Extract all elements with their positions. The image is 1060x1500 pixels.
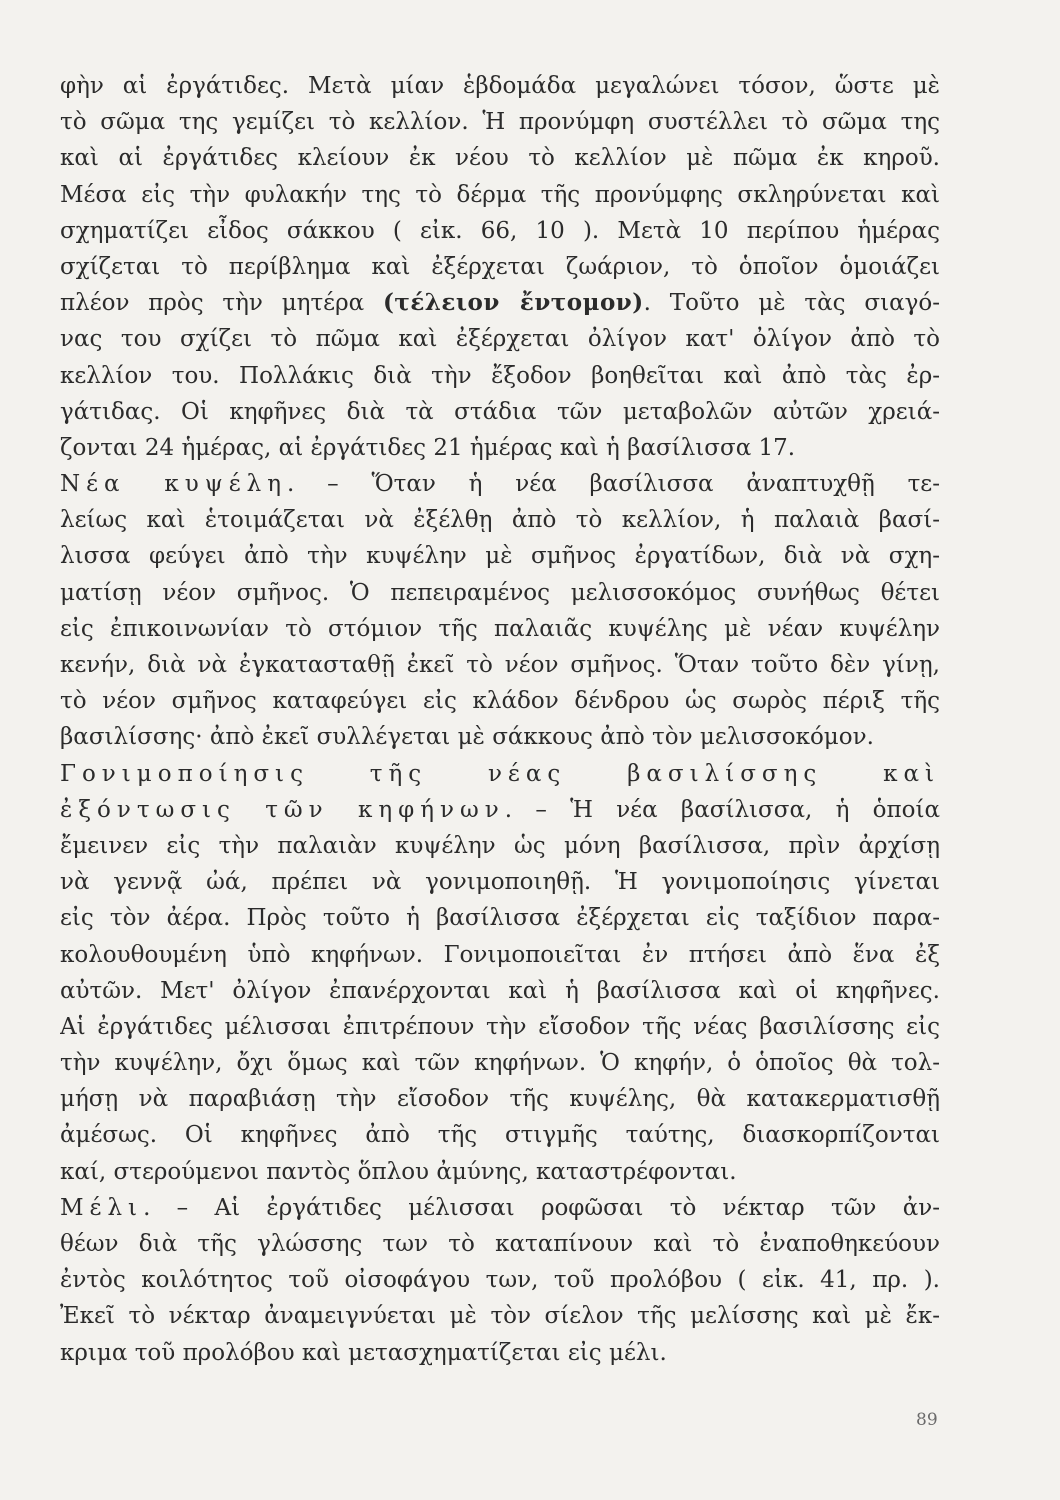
text-segment: ἐντὸς κοιλότητος τοῦ οἰσοφάγου των, τοῦ προλόβου ( εἰκ. 41, πρ. ). (60, 1267, 940, 1294)
section-heading: Νέα κυψέλη (60, 471, 288, 498)
text-segment: κριμα τοῦ προλόβου καὶ μετασχηματίζεται εἰς μέλι. (60, 1339, 667, 1366)
text-line (60, 140, 940, 176)
text-line (60, 358, 940, 394)
text-line (60, 1117, 940, 1153)
text-line (60, 1335, 940, 1371)
text-line (60, 394, 940, 430)
body-text (60, 68, 940, 1371)
text-segment: . – Ὅταν ἡ νέα βασίλισσα ἀναπτυχθῇ τε- (287, 471, 940, 498)
text-line (60, 466, 940, 502)
text-segment: τὸ νέον σμῆνος καταφεύγει εἰς κλάδον δένδρου ὡς σωρὸς πέριξ τῆς (60, 688, 940, 715)
text-line (60, 502, 940, 538)
text-segment: κενήν, διὰ νὰ ἐγκατασταθῇ ἐκεῖ τὸ νέον σμῆνος. Ὅταν τοῦτο δὲν γίνῃ, (60, 652, 940, 678)
text-line (60, 1262, 940, 1298)
text-line (60, 611, 940, 647)
text-segment: γάτιδας. Οἱ κηφῆνες διὰ τὰ στάδια τῶν μεταβολῶν αὐτῶν χρειά- (60, 398, 940, 425)
text-segment: καί, στερούμενοι παντὸς ὅπλου ἀμύνης, καταστρέφονται. (60, 1158, 737, 1185)
text-line (60, 1154, 940, 1190)
emphasized-term: (τέλειον ἔντομον) (382, 289, 644, 317)
text-segment: τὸ σῶμα της γεμίζει τὸ κελλίον. Ἡ προνύμφη συστέλλει τὸ σῶμα της (60, 109, 940, 136)
text-segment: τὴν κυψέλην, ὄχι ὅμως καὶ τῶν κηφήνων. Ὁ κηφήν, ὁ ὁποῖος θὰ τολ- (60, 1050, 940, 1077)
text-segment: νας του σχίζει τὸ πῶμα καὶ ἐξέρχεται ὀλίγον κατ' ὀλίγον ἀπὸ τὸ (60, 326, 940, 353)
text-line (60, 1190, 940, 1226)
text-line (60, 1226, 940, 1262)
text-line (60, 68, 940, 104)
text-line (60, 213, 940, 249)
text-segment: ζονται 24 ἡμέρας, αἱ ἐργάτιδες 21 ἡμέρας καὶ ἡ βασίλισσα 17. (60, 434, 796, 461)
text-segment: Ἐκεῖ τὸ νέκταρ ἀναμειγνύεται μὲ τὸν σίελον τῆς μελίσσης καὶ μὲ ἔκ- (60, 1303, 940, 1330)
text-segment: λείως καὶ ἑτοιμάζεται νὰ ἐξέλθῃ ἀπὸ τὸ κελλίον, ἡ παλαιὰ βασί- (60, 507, 940, 534)
text-segment: φὴν αἱ ἐργάτιδες. Μετὰ μίαν ἑβδομάδα μεγαλώνει τόσον, ὥστε μὲ (60, 73, 940, 99)
page-number: 89 (916, 1410, 938, 1430)
text-segment: Αἱ ἐργάτιδες μέλισσαι ἐπιτρέπουν τὴν εἴσοδον τῆς νέας βασιλίσσης εἰς (60, 1013, 940, 1040)
text-segment: εἰς τὸν ἀέρα. Πρὸς τοῦτο ἡ βασίλισσα ἐξέρχεται εἰς ταξίδιον παρα- (60, 905, 940, 932)
text-segment: . – Αἱ ἐργάτιδες μέλισσαι ροφῶσαι τὸ νέκταρ τῶν ἀν- (143, 1194, 940, 1221)
text-segment: πλέον πρὸς τὴν μητέρα (60, 290, 383, 317)
text-segment: σχίζεται τὸ περίβλημα καὶ ἐξέρχεται ζωάριον, τὸ ὁποῖον ὁμοιάζει (60, 253, 940, 280)
section-heading: Γονιμοποίησις τῆς νέας βασιλίσσης καὶ (60, 760, 940, 787)
text-line (60, 864, 940, 900)
text-line (60, 719, 940, 755)
text-line (60, 575, 940, 611)
text-line (60, 937, 940, 973)
text-segment: εἰς ἐπικοινωνίαν τὸ στόμιον τῆς παλαιᾶς κυψέλης μὲ νέαν κυψέλην (60, 615, 940, 642)
text-line (60, 249, 940, 285)
text-segment: βασιλίσσης· ἀπὸ ἐκεῖ συλλέγεται μὲ σάκκους ἀπὸ τὸν μελισσοκόμον. (60, 724, 874, 751)
text-line (60, 828, 940, 864)
text-segment: ματίσῃ νέον σμῆνος. Ὁ πεπειραμένος μελισσοκόμος συνήθως θέτει (60, 579, 940, 606)
text-line (60, 1009, 940, 1045)
section-heading: ἐξόντωσις τῶν κηφήνων (60, 796, 505, 823)
text-line (60, 756, 940, 792)
text-line (60, 177, 940, 213)
text-segment: αὐτῶν. Μετ' ὀλίγον ἐπανέρχονται καὶ ἡ βασίλισσα καὶ οἱ κηφῆνες. (60, 977, 940, 1004)
text-line (60, 1045, 940, 1081)
text-line (60, 538, 940, 574)
text-line (60, 321, 940, 357)
text-segment: θέων διὰ τῆς γλώσσης των τὸ καταπίνουν καὶ τὸ ἐναποθηκεύουν (60, 1231, 940, 1257)
text-line (60, 792, 940, 828)
section-heading: Μέλι (60, 1194, 144, 1221)
text-line (60, 430, 940, 466)
text-line (60, 973, 940, 1009)
text-segment: ἔμεινεν εἰς τὴν παλαιὰν κυψέλην ὡς μόνη βασίλισσα, πρὶν ἀρχίσῃ (60, 832, 940, 859)
text-line (60, 1081, 940, 1117)
text-segment: σχηματίζει εἶδος σάκκου ( εἰκ. 66, 10 ). Μετὰ 10 περίπου ἡμέρας (60, 217, 940, 244)
text-segment: . Τοῦτο μὲ τὰς σιαγό- (643, 290, 940, 317)
text-segment: κελλίον του. Πολλάκις διὰ τὴν ἔξοδον βοηθεῖται καὶ ἀπὸ τὰς ἐρ- (60, 362, 940, 389)
text-line (60, 285, 940, 321)
text-segment: . – Ἡ νέα βασίλισσα, ἡ ὁποία (504, 796, 940, 823)
text-line (60, 104, 940, 140)
text-segment: καὶ αἱ ἐργάτιδες κλείουν ἐκ νέου τὸ κελλίον μὲ πῶμα ἐκ κηροῦ. (60, 145, 940, 172)
text-line (60, 900, 940, 936)
text-line (60, 683, 940, 719)
text-segment: κολουθουμένη ὑπὸ κηφήνων. Γονιμοποιεῖται ἐν πτήσει ἀπὸ ἕνα ἐξ (60, 941, 940, 968)
text-segment: μήσῃ νὰ παραβιάσῃ τὴν εἴσοδον τῆς κυψέλης, θὰ κατακερματισθῇ (60, 1086, 940, 1113)
text-segment: λισσα φεύγει ἀπὸ τὴν κυψέλην μὲ σμῆνος ἐργατίδων, διὰ νὰ σχη- (60, 543, 940, 570)
text-segment: ἀμέσως. Οἱ κηφῆνες ἀπὸ τῆς στιγμῆς ταύτης, διασκορπίζονται (60, 1122, 940, 1149)
text-segment: Μέσα εἰς τὴν φυλακήν της τὸ δέρμα τῆς προνύμφης σκληρύνεται καὶ (60, 181, 940, 208)
text-line (60, 647, 940, 683)
text-segment: νὰ γεννᾷ ὠά, πρέπει νὰ γονιμοποιηθῇ. Ἡ γονιμοποίησις γίνεται (60, 869, 940, 896)
text-line (60, 1298, 940, 1334)
